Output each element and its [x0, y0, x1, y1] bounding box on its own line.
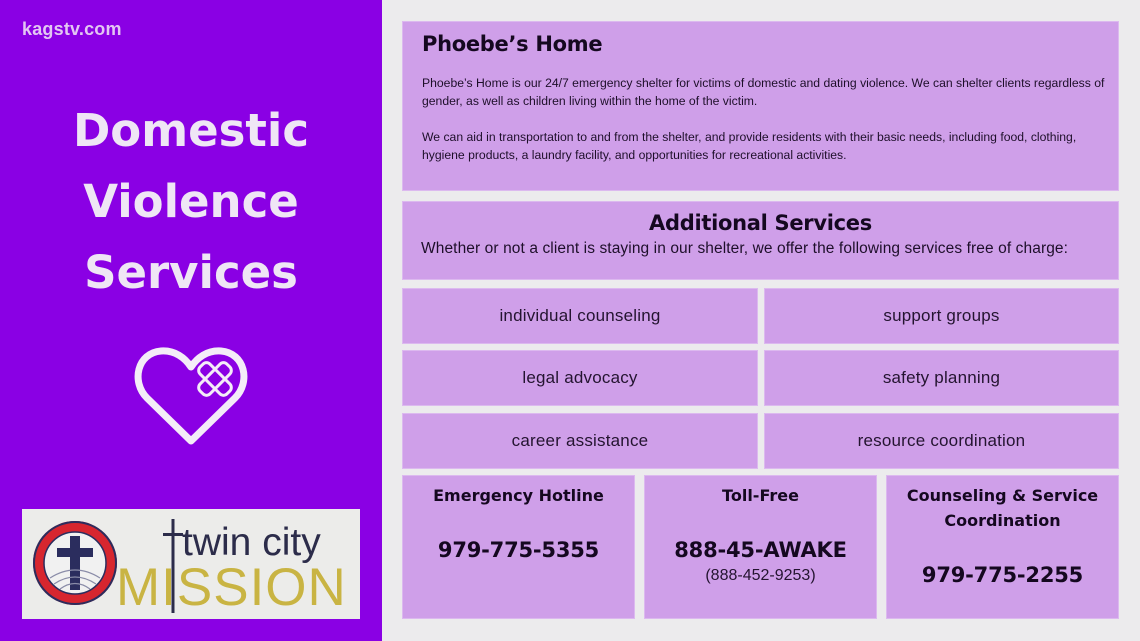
- service-item: safety planning: [765, 351, 1118, 405]
- page-title: [0, 95, 382, 308]
- contact-card-emergency-hotline: [403, 476, 634, 618]
- contact-label: Emergency Hotline: [433, 486, 604, 505]
- service-item: support groups: [765, 289, 1118, 343]
- left-panel: [0, 0, 382, 641]
- phoebes-home-paragraph: We can aid in transportation to and from the shelter, and provide residents with their basic needs, including food, clothing, hygiene products, a laundry facility, and opportunities for recreational activities.: [422, 130, 1077, 162]
- service-item: resource coordination: [765, 414, 1118, 468]
- service-item: career assistance: [403, 414, 757, 468]
- service-item: legal advocacy: [403, 351, 757, 405]
- phone-number: 979-775-5355: [437, 538, 600, 562]
- logo-text-twin-city: twin city: [182, 521, 321, 564]
- contact-label: Toll-Free: [722, 486, 799, 505]
- phoebes-home-title: Phoebe’s Home: [422, 32, 603, 56]
- title-line: Domestic: [72, 104, 310, 157]
- watermark: kagstv.com: [22, 19, 122, 39]
- phoebes-home-card: [403, 22, 1118, 190]
- phone-number: 888-45-AWAKE: [674, 538, 847, 562]
- contact-card-toll-free: [645, 476, 876, 618]
- heart-bandage-icon: [133, 343, 249, 448]
- twin-city-mission-logo: [22, 509, 360, 619]
- additional-services-header: [403, 202, 1118, 279]
- title-line: Services: [84, 246, 298, 299]
- phone-number: 979-775-2255: [921, 563, 1084, 587]
- contact-card-counseling: [887, 476, 1118, 618]
- contact-label: Counseling & Service Coordination: [906, 486, 1099, 530]
- service-item: individual counseling: [403, 289, 757, 343]
- additional-services-subtitle: Whether or not a client is staying in our shelter, we offer the following services free of charge:: [421, 240, 1069, 257]
- additional-services-title: Additional Services: [649, 211, 872, 235]
- title-line: Violence: [83, 175, 299, 228]
- cross-seal-icon: [30, 518, 120, 608]
- phone-number-alt: (888-452-9253): [705, 567, 816, 584]
- logo-text-mission: MISSION: [116, 558, 347, 617]
- phoebes-home-paragraph: Phoebe’s Home is our 24/7 emergency shelter for victims of domestic and dating violence. We can shelter clients regardless of gender, as well as children living within the home of the victim.: [422, 76, 1105, 108]
